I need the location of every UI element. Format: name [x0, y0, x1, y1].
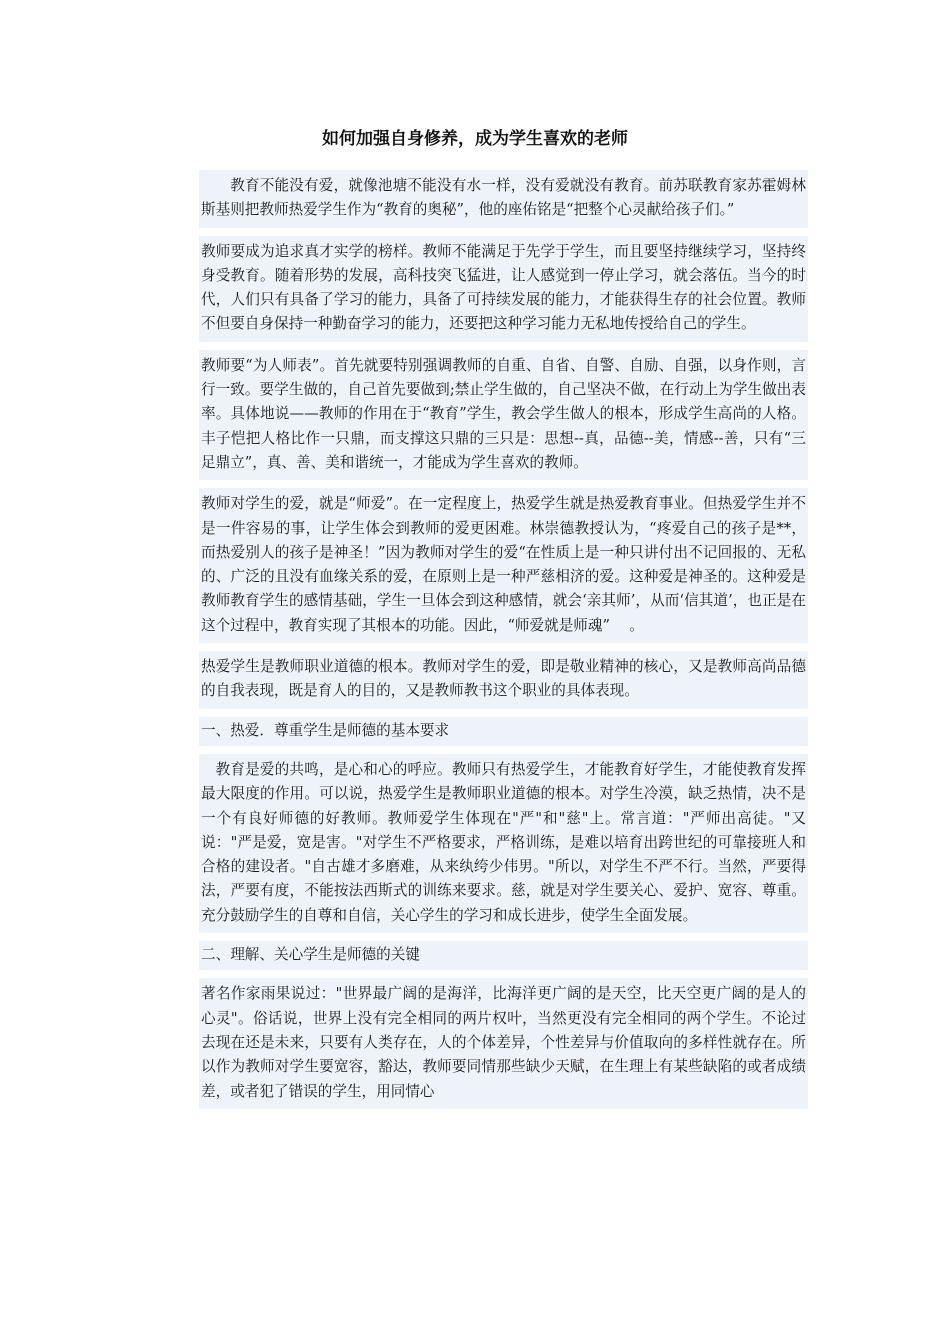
paragraph-ethics-root: 热爱学生是教师职业道德的根本。教师对学生的爱，即是敬业精神的核心，又是教师高尚品德的自我表现，既是育人的目的，又是教师教书这个职业的具体表现。: [199, 651, 808, 709]
section-heading-1: 一、热爱．尊重学生是师德的基本要求: [199, 717, 808, 746]
paragraph-intro: 教育不能没有爱，就像池塘不能没有水一样，没有爱就没有教育。前苏联教育家苏霍姆林斯基则把教师热爱学生作为“教育的奥秘”，他的座佑铭是“把整个心灵献给孩子们。”: [199, 170, 808, 228]
paragraph-learning-model: 教师要成为追求真才实学的榜样。教师不能满足于先学于学生，而且要坚持继续学习，坚持终身受教育。随着形势的发展，高科技突飞猛进，让人感觉到一停止学习，就会落伍。当今的时代，人们只有具备了学习的能力，具备了可持续发展的能力，才能获得生存的社会位置。教师不但要自身保持一种勤奋学习的能力，还要把这种学习能力无私地传授给自己的学生。: [199, 236, 808, 342]
section-body-2: 著名作家雨果说过："世界最广阔的是海洋，比海洋更广阔的是天空，比天空更广阔的是人的心灵"。俗话说，世界上没有完全相同的两片权叶，当然更没有完全相同的两个学生。不论过去现在还是未来，只要有人类存在，人的个体差异，个性差异与价值取向的多样性就存在。所以作为教师对学生要宽容，豁达，教师要同情那些缺少天赋，在生理上有某些缺陷的或者成绩差，或者犯了错误的学生，用同情心: [199, 978, 808, 1108]
document-title: 如何加强自身修养，成为学生喜欢的老师: [322, 129, 628, 149]
document-body: [199, 170, 808, 1117]
paragraph-teacher-love: 教师对学生的爱，就是“师爱”。在一定程度上，热爱学生就是热爱教育事业。但热爱学生并不是一件容易的事，让学生体会到教师的爱更困难。林崇德教授认为，“疼爱自己的孩子是**，而热爱别人的孩子是神圣！”因为教师对学生的爱“在性质上是一种只讲付出不记回报的、无私的、广泛的且没有血缘关系的爱，在原则上是一种严慈相济的爱。这种爱是神圣的。这种爱是教师教育学生的感情基础，学生一旦体会到这种感情，就会‘亲其师’，从而‘信其道’，也正是在这个过程中，教育实现了其根本的功能。因此，“师爱就是师魂” 。: [199, 488, 808, 643]
section-heading-2: 二、理解、关心学生是师德的关键: [199, 941, 808, 970]
section-body-1: 教育是爱的共鸣，是心和心的呼应。教师只有热爱学生，才能教育好学生，才能使教育发挥最大限度的作用。可以说，热爱学生是教师职业道德的根本。对学生冷漠，缺乏热情，决不是一个有良好师德的好教师。教师爱学生体现在"严"和"慈"上。常言道："严师出高徒。"又说："严是爱，宽是害。"对学生不严格要求，严格训练，是难以培育出跨世纪的可靠接班人和合格的建设者。"自古雄才多磨难，从来纨绔少伟男。"所以，对学生不严不行。当然，严要得法，严要有度，不能按法西斯式的训练来要求。慈，就是对学生要关心、爱护、宽容、尊重。充分鼓励学生的自尊和自信，关心学生的学习和成长进步，使学生全面发展。: [199, 754, 808, 933]
paragraph-role-model: 教师要“为人师表”。首先就要特别强调教师的自重、自省、自警、自励、自强，以身作则，言行一致。要学生做的，自己首先要做到;禁止学生做的，自己坚决不做，在行动上为学生做出表率。具体地说——教师的作用在于“教育”学生，教会学生做人的根本，形成学生高尚的人格。丰子恺把人格比作一只鼎，而支撑这只鼎的三只是：思想--真，品德--美，情感--善，只有“三足鼎立”，真、善、美和谐统一，才能成为学生喜欢的教师。: [199, 350, 808, 480]
